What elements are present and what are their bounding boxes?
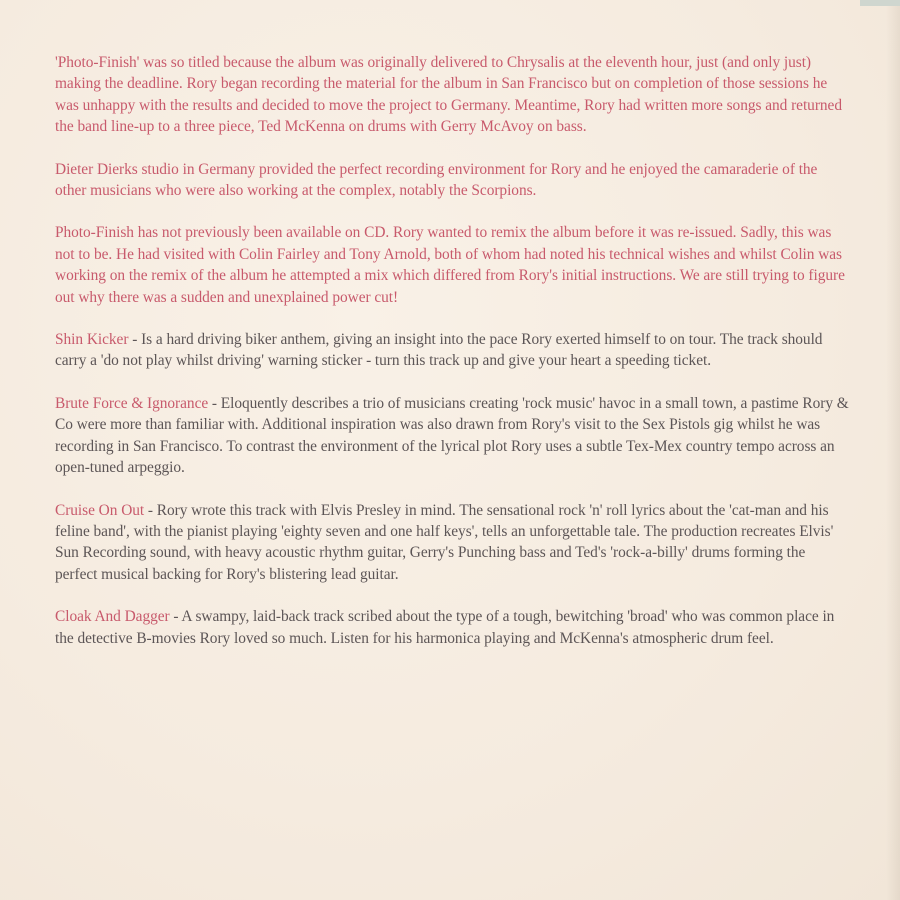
track-paragraph-shin-kicker <box>55 329 850 372</box>
corner-mark <box>860 0 900 6</box>
track-paragraph-brute-force <box>55 393 850 479</box>
intro-paragraph-3: Photo-Finish has not previously been available on CD. Rory wanted to remix the album before it was re-issued. Sadly, this was not to be. He had visited with Colin Fairley and Tony Arnold, both of whom had noted his technical wishes and whilst Colin was working on the remix of the album he attempted a mix which differed from Rory's initial instructions. We are still trying to figure out why there was a sudden and unexplained power cut! <box>55 224 845 306</box>
liner-notes-text <box>55 52 850 670</box>
track-description: - Is a hard driving biker anthem, giving an insight into the pace Rory exerted himself to on tour. The track should carry a 'do not play whilst driving' warning sticker - turn this track up and give your heart a speeding ticket. <box>55 331 823 370</box>
track-title: Shin Kicker <box>55 331 129 349</box>
track-description: - Eloquently describes a trio of musicians creating 'rock music' havoc in a small town, a pastime Rory & Co were more than familiar with. Additional inspiration was also drawn from Rory's visit to the Sex Pistols gig whilst he was recording in San Francisco. To contrast the environment of the lyrical plot Rory uses a subtle Tex-Mex country tempo across an open-tuned arpeggio. <box>55 394 849 477</box>
track-title: Brute Force & Ignorance <box>55 394 209 412</box>
track-title: Cruise On Out <box>55 501 145 519</box>
track-description: - A swampy, laid-back track scribed about the type of a tough, bewitching 'broad' who was common place in the detective B-movies Rory loved so much. Listen for his harmonica playing and McKenna's atmospheric drum feel. <box>55 608 835 647</box>
track-paragraph-cruise-on-out <box>55 500 850 586</box>
page-edge-shadow <box>886 0 900 900</box>
track-description: - Rory wrote this track with Elvis Presley in mind. The sensational rock 'n' roll lyrics about the 'cat-man and his feline band', with the pianist playing 'eighty seven and one half keys', tells an unforgettable tale. The production recreates Elvis' Sun Recording sound, with heavy acoustic rhythm guitar, Gerry's Punching bass and Ted's 'rock-a-billy' drums forming the perfect musical backing for Rory's blistering lead guitar. <box>55 501 834 583</box>
intro-paragraph-1: 'Photo-Finish' was so titled because the album was originally delivered to Chrysalis at the eleventh hour, just (and only just) making the deadline. Rory began recording the material for the album in San Francisco but on completion of those sessions he was unhappy with the results and decided to move the project to Germany. Meantime, Rory had written more songs and returned the band line-up to a three piece, Ted McKenna on drums with Gerry McAvoy on bass. <box>55 54 842 136</box>
track-paragraph-cloak-and-dagger <box>55 606 850 649</box>
intro-paragraph-2: Dieter Dierks studio in Germany provided the perfect recording environment for Rory and he enjoyed the camaraderie of the other musicians who were also working at the complex, notably the Scorpions. <box>55 160 818 200</box>
track-title: Cloak And Dagger <box>55 608 170 626</box>
